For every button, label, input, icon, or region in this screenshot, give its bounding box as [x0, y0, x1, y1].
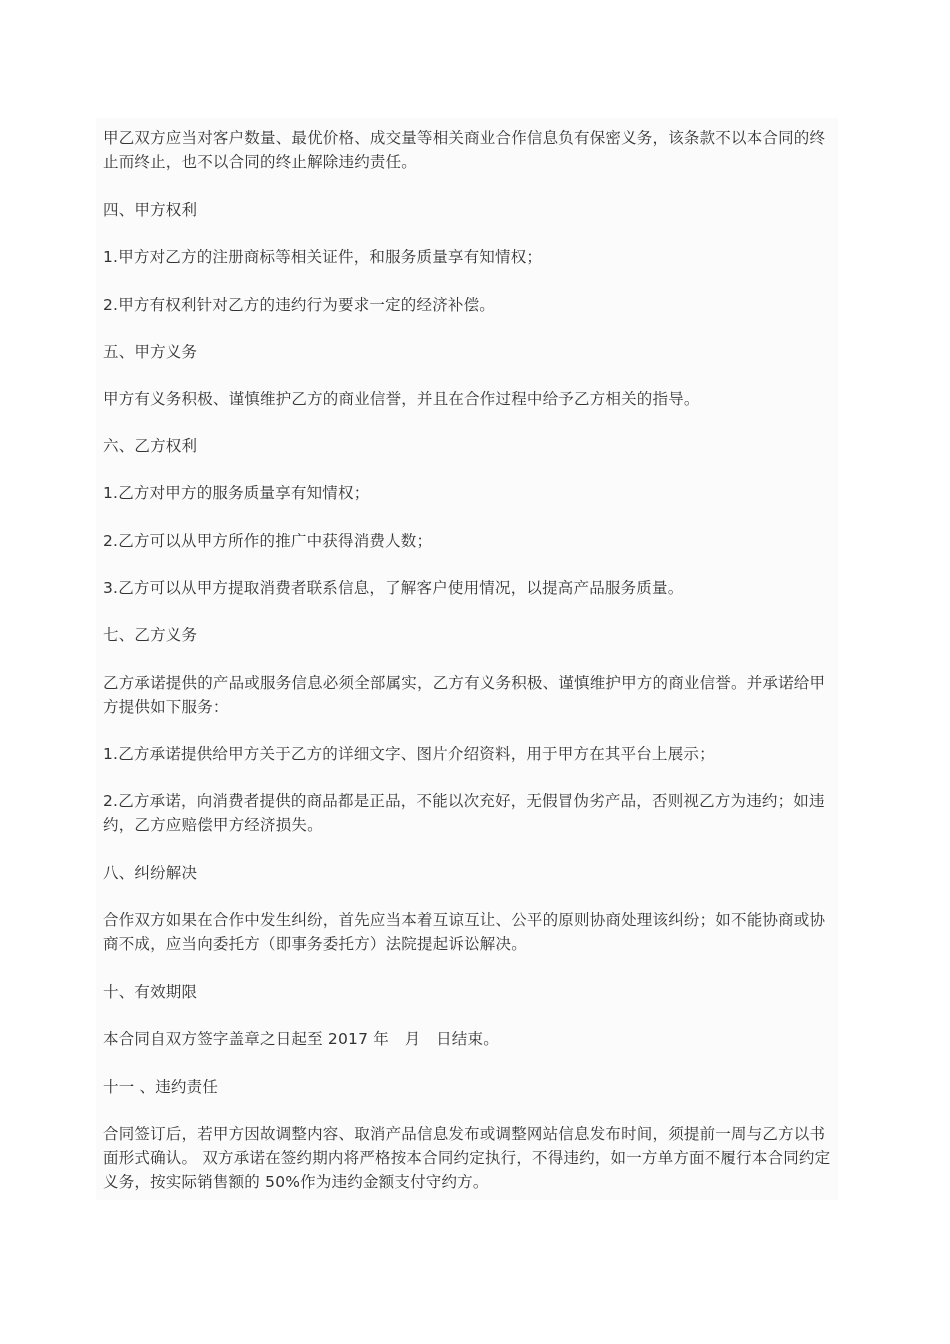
dispute-resolution-paragraph: 合作双方如果在合作中发生纠纷，首先应当本着互谅互让、公平的原则协商处理该纠纷；如不能协商或协商不成，应当向委托方（即事务委托方）法院提起诉讼解决。	[103, 911, 826, 953]
breach-liability-paragraph: 合同签订后，若甲方因故调整内容、取消产品信息发布或调整网站信息发布时间，须提前一周与乙方以书面形式确认。 双方承诺在签约期内将严格按本合同约定执行，不得违约，如一方单方面不履行本合同约定义务，按实际销售额的 50%作为违约金额支付守约方。	[103, 1125, 831, 1191]
section-heading-party-b-rights: 六、乙方权利	[103, 437, 198, 455]
party-b-rights-item-2: 2.乙方可以从甲方所作的推广中获得消费人数；	[103, 532, 433, 550]
party-b-obligations-paragraph: 乙方承诺提供的产品或服务信息必须全部属实，乙方有义务积极、谨慎维护甲方的商业信誉。并承诺给甲方提供如下服务：	[103, 674, 826, 716]
party-a-rights-item-1: 1.甲方对乙方的注册商标等相关证件，和服务质量享有知情权；	[103, 248, 543, 266]
section-heading-party-a-obligations: 五、甲方义务	[103, 343, 198, 361]
party-a-obligations-paragraph: 甲方有义务积极、谨慎维护乙方的商业信誉，并且在合作过程中给予乙方相关的指导。	[103, 390, 700, 408]
confidentiality-paragraph: 甲乙双方应当对客户数量、最优价格、成交量等相关商业合作信息负有保密义务，该条款不以本合同的终止而终止，也不以合同的终止解除违约责任。	[103, 129, 826, 171]
party-b-rights-item-1: 1.乙方对甲方的服务质量享有知情权；	[103, 484, 370, 502]
party-b-rights-item-3: 3.乙方可以从甲方提取消费者联系信息，了解客户使用情况，以提高产品服务质量。	[103, 579, 684, 597]
section-heading-dispute-resolution: 八、纠纷解决	[103, 864, 198, 882]
section-heading-validity-period: 十、有效期限	[103, 983, 198, 1001]
section-heading-party-b-obligations: 七、乙方义务	[103, 626, 198, 644]
section-heading-breach-liability: 十一 、违约责任	[103, 1078, 219, 1096]
party-a-rights-item-2: 2.甲方有权利针对乙方的违约行为要求一定的经济补偿。	[103, 296, 495, 314]
party-b-obligations-item-2: 2.乙方承诺，向消费者提供的商品都是正品，不能以次充好，无假冒伪劣产品，否则视乙方为违约；如违约，乙方应赔偿甲方经济损失。	[103, 792, 825, 834]
validity-period-paragraph: 本合同自双方签字盖章之日起至 2017 年 月 日结束。	[103, 1030, 499, 1048]
section-heading-party-a-rights: 四、甲方权利	[103, 201, 198, 219]
party-b-obligations-item-1: 1.乙方承诺提供给甲方关于乙方的详细文字、图片介绍资料，用于甲方在其平台上展示；	[103, 745, 715, 763]
